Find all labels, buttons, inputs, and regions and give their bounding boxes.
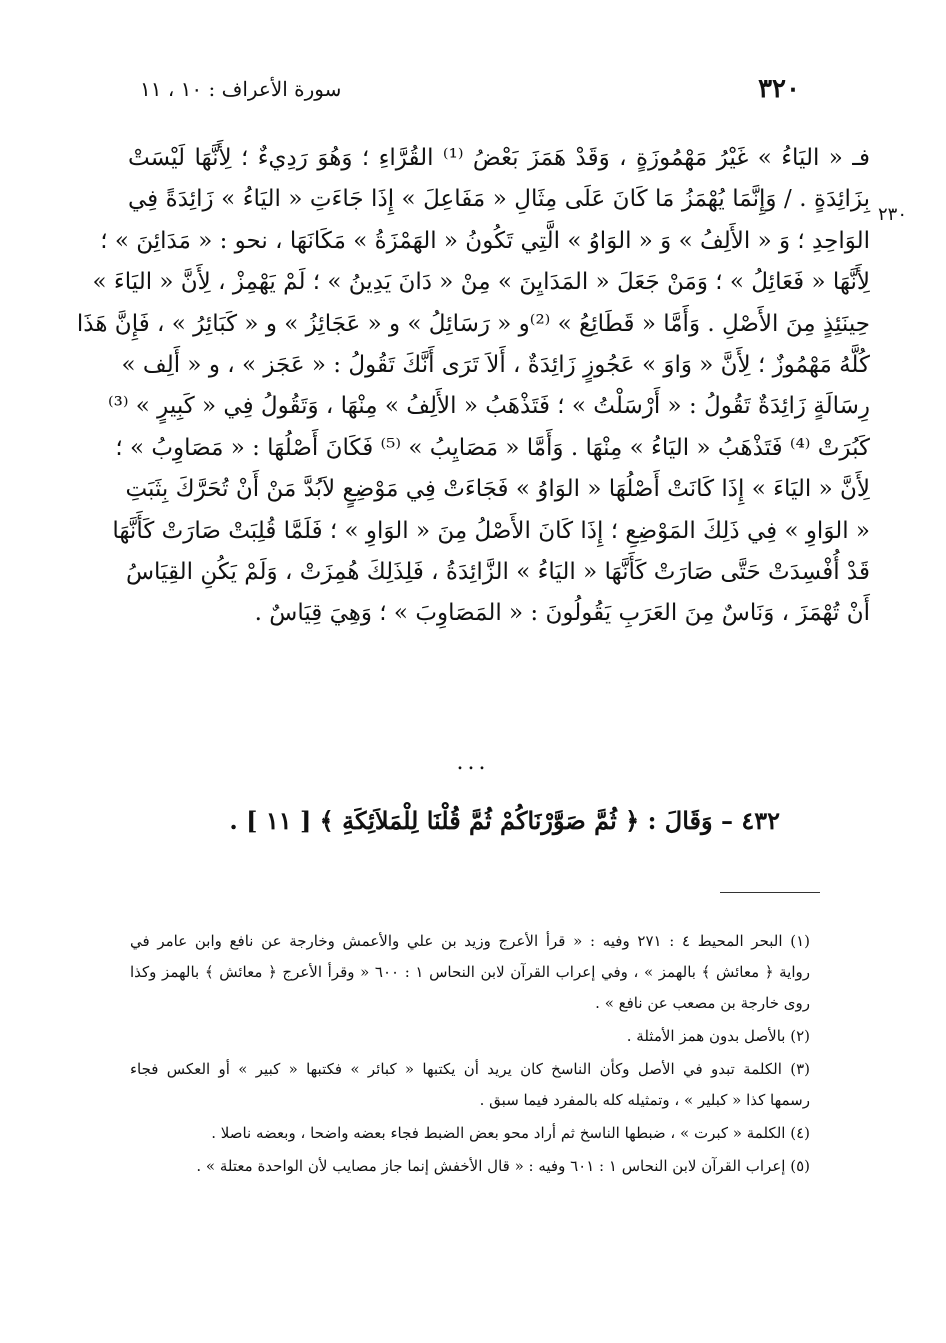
footnote-line: (٤) الكلمة « كبرت » ، ضبطها الناسخ ثم أراد محو بعض الضبط فجاء بعضه واضحا ، وبعضه ناصلا . (211, 1124, 810, 1142)
body-line: رِسَالَةٍ زَائِدَةٌ تَقُولُ : « أَرْسَلْتُ » ؛ فَتَذْهَبُ « الأَلِفُ » مِنْهَا ، وَتَقُولُ فِي « كَبِيرٍ » ⁽³⁾ (107, 393, 870, 420)
body-line: بِزَائِدَةٍ . / وَإِنَّمَا يُهْمَزُ مَا كَانَ عَلَى مِثَالِ « مَفَاعِلَ » إِذَا جَاءَتِ « اليَاءُ » زَائِدَةً فِي (128, 186, 870, 213)
body-line: حِينَئِذٍ مِنَ الأَصْلِ . وَأَمَّا « قَطَائِعُ » ⁽²⁾و « رَسَائِلُ » و « عَجَائِزُ » و « كَبَائِرُ » ، فَإِنَّ هَذَا (76, 310, 870, 337)
page-header (140, 72, 800, 106)
footnote-line: رسمها كذا « كبلير » ، وتمثيله كله بالمفرد فيما سبق . (479, 1091, 810, 1109)
footnote-line: (٥) إعراب القرآن لابن النحاس ١ : ٦٠١ وفيه : « قال الأخفش إنما جاز مصايب لأن الواحدة معتلة » . (196, 1157, 810, 1175)
body-line: لِأَنَّهَا « فَعَائِلُ » ؛ وَمَنْ جَعَلَ « المَدَايِنَ » مِنْ « دَانَ يَدِينُ » ؛ لَمْ يَهْمِزْ ، لِأَنَّ « اليَاءَ » (92, 269, 870, 296)
running-title: سورة الأعراف : ١٠ ، ١١ (140, 77, 342, 101)
footnote-2 (130, 1021, 810, 1052)
page-number: ٣٢٠ (758, 74, 800, 104)
body-line: لِأَنَّ « اليَاءَ » إِذَا كَانَتْ أَصْلُهَا « الوَاوُ » فَجَاءَتْ فِي مَوْضِعٍ لاَبُدَّ مَنْ أَنْ تُحَرَّكَ بِثَبَتِ (125, 476, 870, 503)
footnote-line: (٢) بالأصل بدون همز الأمثلة . (626, 1027, 810, 1045)
body-line: قَدْ أُفْسِدَتْ حَتَّى صَارَتْ كَأَنَّهَا « اليَاءُ » الزَّائِدَةُ ، فَلِذَلِكَ هُمِزَتْ ، وَلَمْ يَكُنِ القِيَاسُ (125, 559, 870, 586)
body-line: « الوَاوِ » فِي ذَلِكَ المَوْضِعِ ؛ إِذَا كَانَ الأَصْلُ مِنَ « الوَاوِ » ؛ فَلَمَّا قُلِبَتْ صَارَتْ كَأَنَّهَا (112, 517, 870, 544)
footnote-rule (720, 892, 820, 893)
body-line: فـ « اليَاءُ » غَيْرُ مَهْمُوزَةٍ ، وَقَدْ هَمَزَ بَعْضُ ⁽¹⁾ القُرَّاءِ ؛ وَهُوَ رَدِيءٌ ؛ لِأَنَّهَا لَيْسَتْ (128, 145, 870, 171)
footnote-line: (٣) الكلمة تبدو في الأصل وكأن الناسخ كان يريد أن يكتبها « كبائر » فكتبها « كبير » أو العكس فجاء (130, 1060, 810, 1078)
footnote-1 (130, 926, 810, 1019)
footnotes (130, 926, 810, 1184)
body-line: أَنْ تُهْمَزَ ، وَنَاسٌ مِنَ العَرَبِ يَقُولُونَ : « المَصَاوِبَ » ؛ وَهِيَ قِيَاسٌ . (254, 600, 870, 627)
entry-heading: ٤٣٢ – وَقَالَ : ﴿ ثُمَّ صَوَّرْنَاكُمْ ثُمَّ قُلْنَا لِلْمَلاَئِكَةِ ﴾ [ ١١ ] . (229, 806, 780, 835)
footnote-line: (١) البحر المحيط ٤ : ٢٧١ وفيه : « قرأ الأعرج وزيد بن علي والأعمش وخارجة عن نافع وابن عامر في (130, 932, 810, 950)
body-line: كُلَّهُ مَهْمُوزٌ ؛ لِأَنَّ « وَاوَ » عَجُوزٍ زَائِدَةٌ ، أَلاَ تَرَى أَنَّكَ تَقُولُ : « عَجَز » ، و « أَلِف » (121, 352, 870, 379)
footnote-3 (130, 1054, 810, 1116)
footnote-line: روى خارجة بن مصعب عن نافع » . (595, 994, 810, 1012)
footnote-5 (130, 1151, 810, 1182)
body-line: الوَاحِدِ ؛ وَ « الأَلِفُ » وَ « الوَاوُ » الَّتِي تَكُونُ « الهَمْزَةُ » مَكَانَهَا ، نحو : « مَدَائِنَ » ؛ (100, 227, 870, 254)
section-marker: ٢٣٠ (878, 204, 908, 225)
footnote-line: رواية ﴿ معائش ﴾ بالهمز » ، وفي إعراب القرآن لابن النحاس ١ : ٦٠٠ « وقرأ الأعرج ﴿ معائش ﴾ بالهمز وكذا (130, 963, 810, 981)
footnote-4 (130, 1118, 810, 1149)
separator-dots: ... (456, 750, 490, 775)
body-line: كَبُرَتْ ⁽⁴⁾ فَتَذْهَبُ « اليَاءُ » مِنْهَا . وَأَمَّا « مَصَايِبُ » ⁽⁵⁾ فَكَانَ أَصْلُهَا : « مَصَاوِبُ » ؛ (115, 434, 870, 461)
body-text (76, 138, 870, 635)
